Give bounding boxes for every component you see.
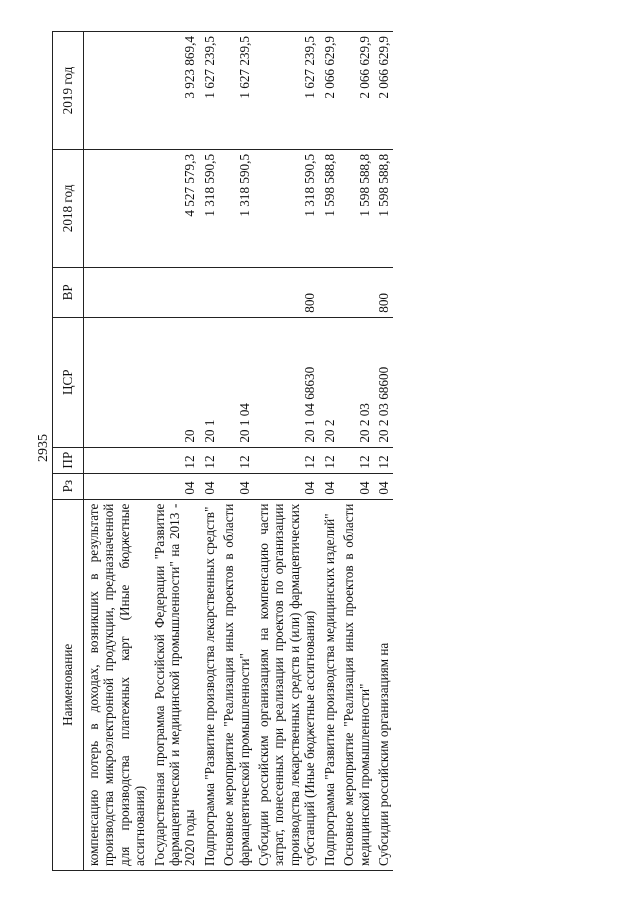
row-rz	[84, 473, 150, 499]
row-pr: 12	[219, 447, 254, 473]
row-2019: 2 066 629,9	[320, 32, 339, 150]
row-csr: 20 1 04	[219, 317, 254, 447]
budget-table	[52, 31, 393, 871]
row-2019: 1 627 239,5	[254, 32, 320, 150]
row-name: Субсидии российским организациям на компенсацию части затрат, понесенных при реализации проектов по организации производства лекарственных средств и (или) фармацевтических субстанций (Иные бюджетные ассигнования)	[254, 499, 320, 870]
row-pr: 12	[374, 447, 393, 473]
row-vr: 800	[254, 267, 320, 317]
row-rz: 04	[320, 473, 339, 499]
row-csr: 20	[150, 317, 200, 447]
row-rz: 04	[219, 473, 254, 499]
row-2019: 2 066 629,9	[339, 32, 374, 150]
row-2019: 3 923 869,4	[150, 32, 200, 150]
row-2019	[84, 32, 150, 150]
row-vr	[339, 267, 374, 317]
row-2018: 1 318 590,5	[200, 149, 219, 267]
row-2018	[84, 149, 150, 267]
table-row	[320, 32, 339, 871]
table-row	[84, 32, 150, 871]
row-2019: 1 627 239,5	[219, 32, 254, 150]
header-name: Наименование	[53, 499, 84, 870]
table-row	[150, 32, 200, 871]
table-header-row	[53, 32, 84, 871]
row-2018: 1 598 588,8	[374, 149, 393, 267]
row-2019: 2 066 629,9	[374, 32, 393, 150]
header-rz: Рз	[53, 473, 84, 499]
row-rz: 04	[339, 473, 374, 499]
row-rz: 04	[374, 473, 393, 499]
row-pr: 12	[150, 447, 200, 473]
header-vr: ВР	[53, 267, 84, 317]
table-row	[339, 32, 374, 871]
row-vr	[84, 267, 150, 317]
row-vr	[150, 267, 200, 317]
header-2018: 2018 год	[53, 149, 84, 267]
row-name: Подпрограмма "Развитие производства лекарственных средств"	[200, 499, 219, 870]
row-2018: 1 598 588,8	[339, 149, 374, 267]
row-csr: 20 1 04 68630	[254, 317, 320, 447]
row-pr: 12	[320, 447, 339, 473]
page-number: 2935	[36, 434, 51, 462]
row-vr: 800	[374, 267, 393, 317]
table-row	[200, 32, 219, 871]
row-2019: 1 627 239,5	[200, 32, 219, 150]
table-row	[254, 32, 320, 871]
row-name: Подпрограмма "Развитие производства медицинских изделий"	[320, 499, 339, 870]
row-2018: 1 598 588,8	[320, 149, 339, 267]
row-pr: 12	[200, 447, 219, 473]
row-name: Субсидии российским организациям на	[374, 499, 393, 870]
row-pr: 12	[254, 447, 320, 473]
table-row	[374, 32, 393, 871]
row-name: Основное мероприятие "Реализация иных проектов в области фармацевтической промышленности"	[219, 499, 254, 870]
row-vr	[320, 267, 339, 317]
header-pr: ПР	[53, 447, 84, 473]
row-rz: 04	[150, 473, 200, 499]
row-csr: 20 2	[320, 317, 339, 447]
row-rz: 04	[254, 473, 320, 499]
rotated-budget-table	[52, 31, 612, 871]
row-pr: 12	[339, 447, 374, 473]
row-csr	[84, 317, 150, 447]
row-csr: 20 2 03 68600	[374, 317, 393, 447]
row-2018: 1 318 590,5	[219, 149, 254, 267]
row-2018: 1 318 590,5	[254, 149, 320, 267]
row-name: Основное мероприятие "Реализация иных проектов в области медицинской промышленности"	[339, 499, 374, 870]
header-csr: ЦСР	[53, 317, 84, 447]
row-vr	[200, 267, 219, 317]
row-csr: 20 2 03	[339, 317, 374, 447]
row-pr	[84, 447, 150, 473]
row-vr	[219, 267, 254, 317]
row-2018: 4 527 579,3	[150, 149, 200, 267]
row-name: компенсацию потерь в доходах, возникших в результате производства микроэлектронной продукции, предназначенной для производства платежных карт (Иные бюджетные ассигнования)	[84, 499, 150, 870]
table-row	[219, 32, 254, 871]
row-csr: 20 1	[200, 317, 219, 447]
row-name: Государственная программа Российской Федерации "Развитие фармацевтической и медицинской промышленности" на 2013 - 2020 годы	[150, 499, 200, 870]
row-rz: 04	[200, 473, 219, 499]
header-2019: 2019 год	[53, 32, 84, 150]
